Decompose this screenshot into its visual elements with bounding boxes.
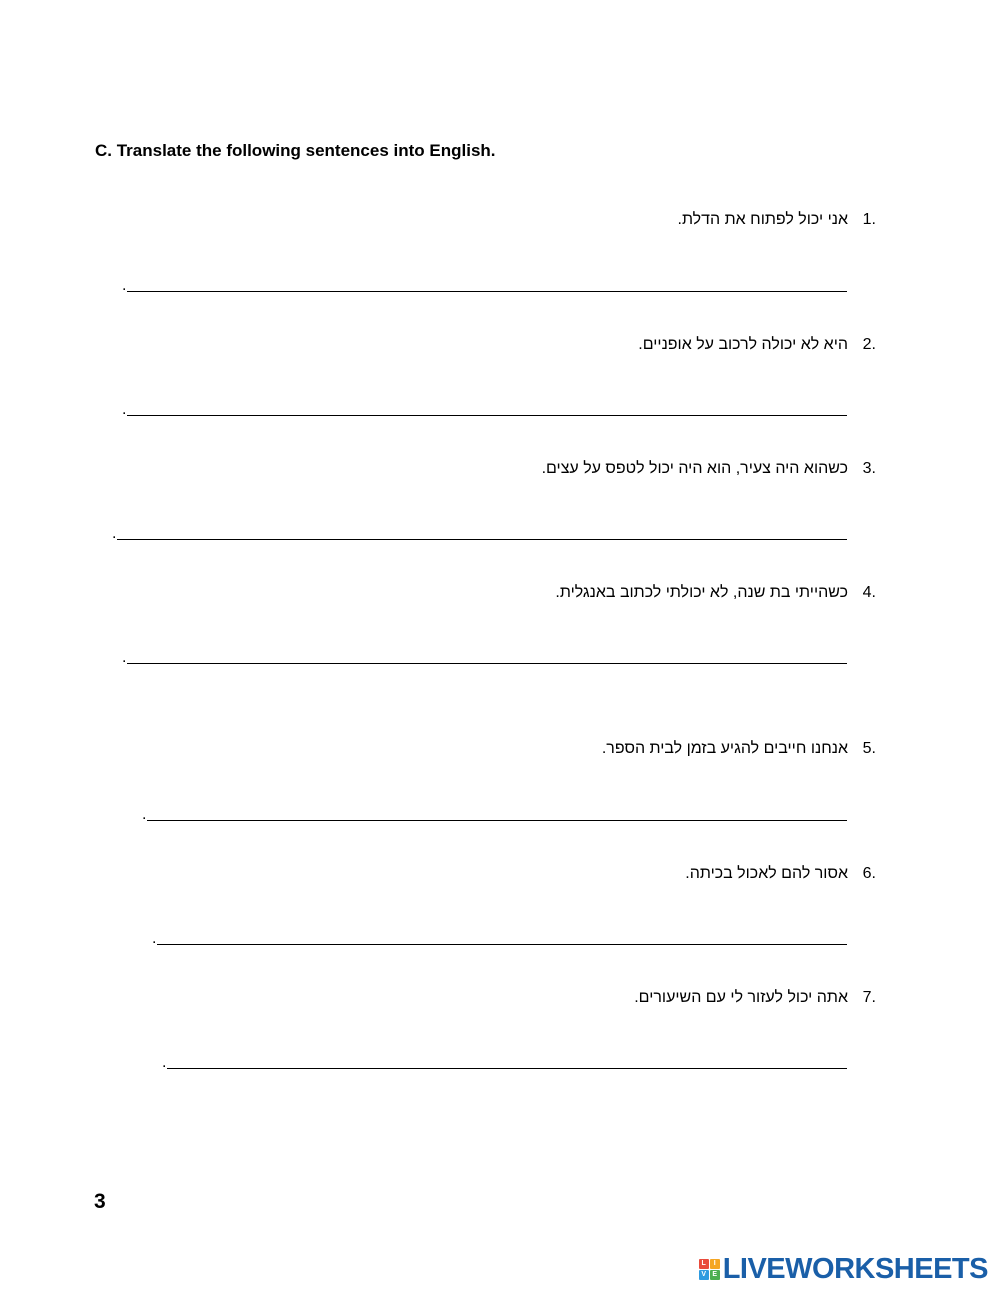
hebrew-sentence: היא לא יכולה לרכוב על אופניים.	[638, 336, 848, 353]
liveworksheets-logo	[699, 1254, 988, 1284]
hebrew-sentence: אסור להם לאכול בכיתה.	[685, 865, 848, 882]
page-number: 3	[94, 1190, 106, 1213]
sentence-number: 5.	[862, 740, 876, 757]
hebrew-sentence: אני יכול לפתוח את הדלת.	[677, 211, 848, 228]
hebrew-sentence: אנחנו חייבים להגיע בזמן לבית הספר.	[601, 740, 848, 757]
sentence-6	[685, 865, 876, 883]
sentence-number: 7.	[862, 989, 876, 1006]
answer-period: .	[162, 1054, 167, 1071]
hebrew-sentence: כשהוא היה צעיר, הוא היה יכול לטפס על עצים.	[541, 460, 848, 477]
logo-block-i: I	[710, 1259, 720, 1269]
sentence-7	[634, 989, 876, 1007]
answer-line-4[interactable]	[127, 663, 847, 664]
answer-line-5[interactable]	[147, 820, 847, 821]
logo-block-l: L	[699, 1259, 709, 1269]
hebrew-sentence: כשהייתי בת שנה, לא יכולתי לכתוב באנגלית.	[555, 584, 848, 601]
sentence-number: 1.	[862, 211, 876, 228]
sentence-number: 2.	[862, 336, 876, 353]
logo-wordmark: LIVEWORKSHEETS	[722, 1253, 988, 1285]
answer-period: .	[122, 401, 127, 418]
answer-line-3[interactable]	[117, 539, 847, 540]
answer-line-7[interactable]	[167, 1068, 847, 1069]
sentence-number: 3.	[862, 460, 876, 477]
sentence-5	[602, 740, 876, 758]
sentence-number: 6.	[862, 865, 876, 882]
answer-period: .	[112, 525, 117, 542]
answer-period: .	[152, 930, 157, 947]
sentence-4	[555, 584, 876, 602]
sentence-3	[542, 460, 876, 478]
logo-block-e: E	[710, 1270, 720, 1280]
sentence-2	[638, 336, 876, 354]
hebrew-sentence: אתה יכול לעזור לי עם השיעורים.	[634, 989, 848, 1006]
answer-line-2[interactable]	[127, 415, 847, 416]
answer-line-6[interactable]	[157, 944, 847, 945]
answer-period: .	[122, 649, 127, 666]
sentence-number: 4.	[862, 584, 876, 601]
sentence-1	[678, 211, 877, 229]
logo-blocks-icon	[699, 1259, 720, 1280]
answer-period: .	[142, 806, 147, 823]
exercise-heading: C. Translate the following sentences into English.	[95, 141, 496, 160]
logo-block-v: V	[699, 1270, 709, 1280]
answer-line-1[interactable]	[127, 291, 847, 292]
answer-period: .	[122, 277, 127, 294]
